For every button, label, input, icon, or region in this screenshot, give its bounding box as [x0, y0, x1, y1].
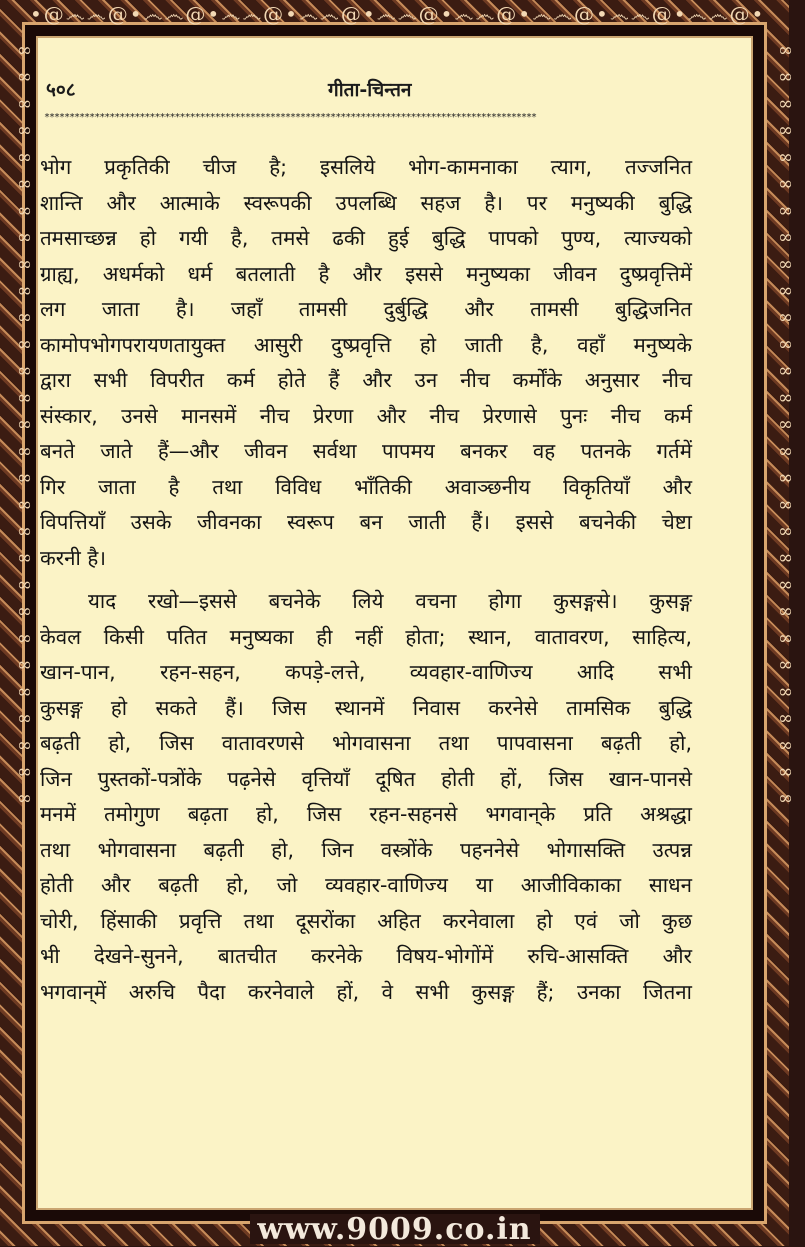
- left-ornament-glyphs: ∞ ∞ ∞ ∞ ∞ ∞ ∞ ∞ ∞ ∞ ∞ ∞ ∞ ∞ ∞ ∞ ∞ ∞ ∞ ∞ ∞ ∞ ∞ ∞ ∞ ∞ ∞ ∞ ∞: [14, 40, 35, 810]
- paragraph-1: [40, 150, 692, 576]
- text-line: कुसङ्ग हो सकते हैं। जिस स्थानमें निवास करनेसे तामसिक बुद्धि: [40, 695, 692, 720]
- paragraph-2: [40, 584, 692, 1010]
- text-line: याद रखो—इससे बचनेके लिये वचना होगा कुसङ्गसे। कुसङ्ग: [88, 589, 692, 613]
- text-line: होती और बढ़ती हो, जो व्यवहार-वाणिज्य या आजीविकाका साधन: [40, 873, 692, 897]
- text-line: द्वारा सभी विपरीत कर्म होते हैं और उन नीच कर्मोंके अनुसार नीच: [40, 368, 692, 392]
- text-line: संस्कार, उनसे मानसमें नीच प्रेरणा और नीच प्रेरणासे पुनः नीच कर्म: [40, 403, 692, 428]
- text-line: तमसाच्छन्न हो गयी है, तमसे ढकी हुई बुद्धि पापको पुण्य, त्याज्यको: [40, 226, 692, 250]
- top-ornament: •@෴෴@•෴෴@•෴෴@•෴෴@•෴෴@•෴෴@•෴෴@•෴෴@•෴෴@•: [30, 2, 766, 26]
- header-rule: **************************************************************************************************: [44, 112, 537, 123]
- text-line: भोग प्रकृतिकी चीज है; इसलिये भोग-कामनाका त्याग, तज्जनित: [40, 155, 692, 179]
- page-title: गीता-चिन्तन: [328, 79, 412, 101]
- text-line: बनते जाते हैं—और जीवन सर्वथा पापमय बनकर वह पतनके गर्तमें: [40, 439, 692, 463]
- text-line: भगवान्‌में अरुचि पैदा करनेवाले हों, वे सभी कुसङ्ग हैं; उनका जितना: [40, 979, 692, 1004]
- text-line: केवल किसी पतित मनुष्यका ही नहीं होता; स्थान, वातावरण, साहित्य,: [40, 624, 692, 649]
- page-header: [46, 76, 686, 106]
- text-line: करनी है।: [40, 545, 106, 570]
- body-text: [40, 150, 692, 1010]
- right-ornament-glyphs: ∞ ∞ ∞ ∞ ∞ ∞ ∞ ∞ ∞ ∞ ∞ ∞ ∞ ∞ ∞ ∞ ∞ ∞ ∞ ∞ ∞ ∞ ∞ ∞ ∞ ∞ ∞ ∞ ∞: [775, 40, 796, 810]
- right-ornament: [765, 40, 796, 1206]
- text-line: जिन पुस्तकों-पत्रोंके पढ़नेसे वृत्तियाँ दूषित होती हों, जिस खान-पानसे: [40, 766, 692, 791]
- text-line: कामोपभोगपरायणतायुक्त आसुरी दुष्प्रवृत्ति हो जाती है, वहाँ मनुष्यके: [40, 332, 692, 357]
- text-line: शान्ति और आत्माके स्वरूपकी उपलब्धि सहज है। पर मनुष्यकी बुद्धि: [40, 190, 692, 215]
- text-line: लग जाता है। जहाँ तामसी दुर्बुद्धि और तामसी बुद्धिजनित: [40, 297, 692, 321]
- text-line: मनमें तमोगुण बढ़ता हो, जिस रहन-सहनसे भगवान्‌के प्रति अश्रद्धा: [40, 802, 692, 826]
- page-number: ५०८: [46, 79, 76, 101]
- text-line: चोरी, हिंसाकी प्रवृत्ति तथा दूसरोंका अहित करनेवाला हो एवं जो कुछ: [40, 908, 692, 933]
- text-line: विपत्तियाँ उसके जीवनका स्वरूप बन जाती हैं। इससे बचनेकी चेष्टा: [40, 510, 692, 534]
- text-line: खान-पान, रहन-सहन, कपड़े-लत्ते, व्यवहार-वाणिज्य आदि सभी: [40, 660, 692, 684]
- text-line: तथा भोगवासना बढ़ती हो, जिन वस्त्रोंके पहननेसे भोगासक्ति उत्पन्न: [40, 837, 692, 862]
- text-line: गिर जाता है तथा विविध भाँतिकी अवाञ्छनीय विकृतियाँ और: [40, 474, 692, 499]
- left-ornament: [4, 40, 35, 1206]
- text-line: बढ़ती हो, जिस वातावरणसे भोगवासना तथा पापवासना बढ़ती हो,: [40, 731, 692, 755]
- text-line: भी देखने-सुनने, बातचीत करनेके विषय-भोगोंमें रुचि-आसक्ति और: [40, 944, 692, 968]
- text-line: ग्राह्य, अधर्मको धर्म बतलाती है और इससे मनुष्यका जीवन दुष्प्रवृत्तिमें: [40, 261, 692, 286]
- footer-url[interactable]: www.9009.co.in: [257, 1212, 532, 1247]
